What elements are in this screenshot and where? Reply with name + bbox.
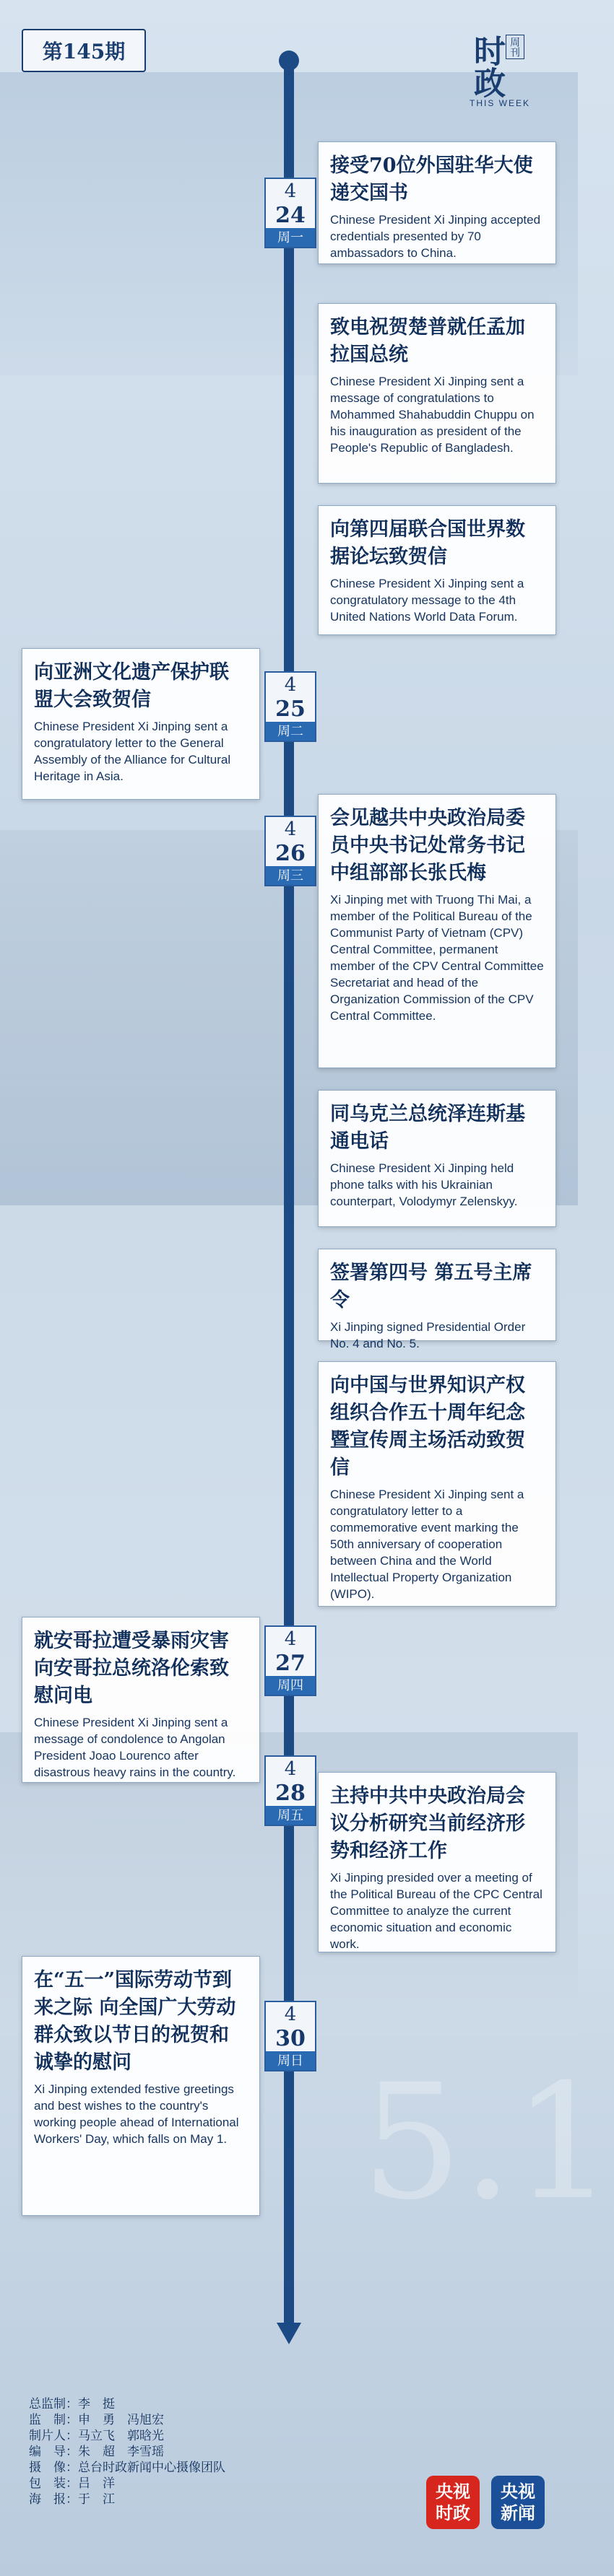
event-card-un-data-forum: 向第四届联合国世界数据论坛致贺信 Chinese President Xi Jinping sent a congratulatory message to the 4th United Nations World Data Forum.	[318, 505, 556, 635]
event-card-cultural-heritage: 向亚洲文化遗产保护联盟大会致贺信 Chinese President Xi Jinping sent a congratulatory letter to the General Assembly of the Alliance for Cultural Heritage in Asia.	[22, 648, 260, 800]
date-marker-apr-25: 4 25 周二	[264, 671, 316, 742]
credit-line: 监 制：申 勇 冯旭宏	[29, 2413, 164, 2427]
logo-side: 周刊	[506, 35, 524, 59]
credit-line: 包 装：吕 洋	[29, 2476, 115, 2490]
credit-line: 海 报：于 江	[29, 2492, 115, 2506]
cctv-politics-logo: 央视 时政	[426, 2476, 480, 2529]
cctv-news-logo: 央视 新闻	[491, 2476, 545, 2529]
event-card-wipo: 向中国与世界知识产权组织合作五十周年纪念暨宣传周主场活动致贺信 Chinese President Xi Jinping sent a congratulatory letter to a commemorative event marking the 50th anniversary of cooperation between China and the World Intellectual Property Organization (WIPO).	[318, 1361, 556, 1607]
logo-en: THIS WEEK	[470, 98, 531, 108]
credits-block	[29, 2396, 225, 2507]
event-card-politburo-meeting: 主持中共中央政治局会议分析研究当前经济形势和经济工作 Xi Jinping presided over a meeting of the Political Bureau of the CPC Central Committee to analyze the current economic situation and economic work.	[318, 1772, 556, 1952]
timeline-arrow	[277, 2323, 301, 2344]
background-51-text: 5.1	[361, 2050, 614, 2235]
event-card-bangladesh: 致电祝贺楚普就任孟加拉国总统 Chinese President Xi Jinping sent a message of congratulations to Mohammed Shahabuddin Chuppu on his inauguration as president of the People's Republic of Bangladesh.	[318, 303, 556, 484]
date-marker-apr-24: 4 24 周一	[264, 178, 316, 248]
this-week-logo	[470, 35, 549, 121]
credit-line: 总监制：李 挺	[29, 2397, 115, 2411]
credit-line: 摄 像：总台时政新闻中心摄像团队	[29, 2461, 225, 2474]
date-marker-apr-26: 4 26 周三	[264, 816, 316, 886]
event-card-angola: 就安哥拉遭受暴雨灾害向安哥拉总统洛伦索致慰问电 Chinese President Xi Jinping sent a message of condolence to Angolan President Joao Lourenco after disastrous heavy rains in the country.	[22, 1617, 260, 1783]
event-card-ukraine: 同乌克兰总统泽连斯基通电话 Chinese President Xi Jinping held phone talks with his Ukrainian counterpart, Volodymyr Zelenskyy.	[318, 1090, 556, 1227]
logo-main: 时政	[468, 35, 505, 98]
event-card-presidential-order: 签署第四号 第五号主席令 Xi Jinping signed Presidential Order No. 4 and No. 5.	[318, 1249, 556, 1341]
event-card-ambassadors: 接受70位外国驻华大使递交国书 Chinese President Xi Jinping accepted credentials presented by 70 ambassadors to China.	[318, 141, 556, 264]
credit-line: 制片人：马立飞 郭晗光	[29, 2429, 164, 2442]
date-marker-apr-27: 4 27 周四	[264, 1625, 316, 1696]
event-card-vietnam: 会见越共中央政治局委员中央书记处常务书记中组部部长张氏梅 Xi Jinping met with Truong Thi Mai, a member of the Political Bureau of the Communist Party of Vietnam (CPV) Central Committee, permanent member of the CPV Central Committee Secretariat and head of the Organization Commission of the CPV Central Committee.	[318, 794, 556, 1068]
date-marker-apr-30: 4 30 周日	[264, 2001, 316, 2071]
credit-line: 编 导：朱 超 李雪瑶	[29, 2445, 164, 2458]
timeline-axis	[284, 56, 294, 2330]
issue-badge: 第145期	[22, 29, 146, 72]
date-marker-apr-28: 4 28 周五	[264, 1755, 316, 1826]
event-card-labour-day: 在“五一”国际劳动节到来之际 向全国广大劳动群众致以节日的祝贺和诚挚的慰问 Xi Jinping extended festive greetings and best wishes to the country's working people ahead of International Workers' Day, which falls on May 1.	[22, 1956, 260, 2216]
